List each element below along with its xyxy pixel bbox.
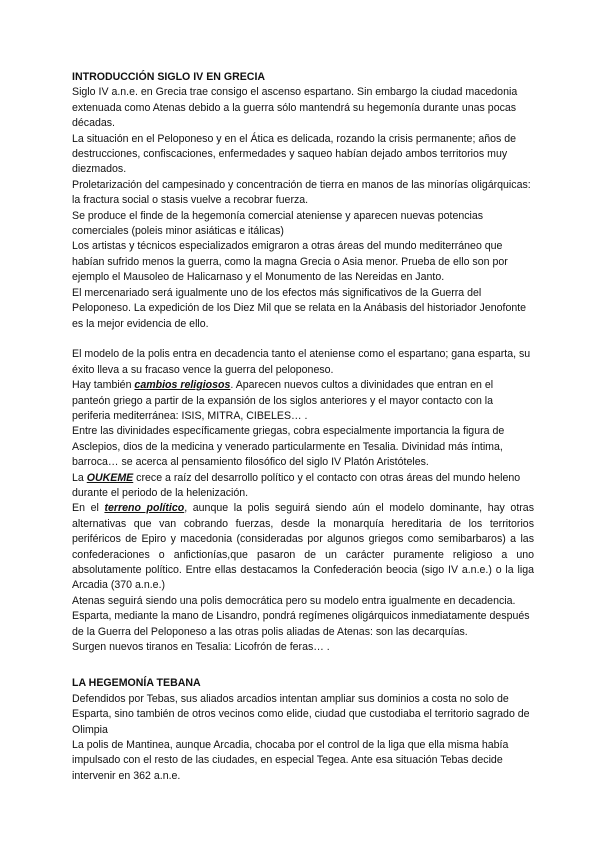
paragraph: Atenas seguirá siendo una polis democrática pero su modelo entra igualmente en decadencia. Esparta, mediante la mano de Lisandro, pondrá regímenes oligárquicos inmediatamente después de la Guerra del Peloponeso a las otras polis aliadas de Atenas: son las decarquías.: [72, 594, 530, 638]
section-spacer: [72, 655, 534, 676]
text-run: Hay también: [72, 379, 135, 392]
paragraph: El mercenariado será igualmente uno de los efectos más significativos de la Guerra del Peloponeso. La expedición de los Diez Mil que se relata en la Anábasis del historiador Jenofonte es la mejor evidencia de ello.: [72, 286, 527, 330]
text-run: crece a raíz del desarrollo político y el contacto con otras áreas del mundo heleno durante el periodo de la helenización.: [72, 471, 521, 499]
paragraph: La situación en el Peloponeso y en el Ática es delicada, rozando la crisis permanente; años de destrucciones, confiscaciones, enfermedades y saqueo habían dejado ambos territorios muy diezmados.: [72, 132, 517, 176]
paragraph-religion: [72, 378, 534, 424]
paragraph: Surgen nuevos tiranos en Tesalia: Licofrón de feras… .: [72, 641, 330, 654]
paragraph-political: [72, 501, 534, 593]
paragraph: Los artistas y técnicos especializados emigraron a otras áreas del mundo mediterráneo que habían sufrido menos la guerra, como la magna Grecia o Asia menor. Prueba de ello son por ejemplo el Mausoleo de Halicarnaso y el Monumento de las Nereidas en Janto.: [72, 240, 508, 284]
section-heading-intro: INTRODUCCIÓN SIGLO IV EN GRECIA: [72, 71, 266, 83]
paragraph: Se produce el finde de la hegemonía comercial ateniense y aparecen nuevas potencias comerciales (poleis minor asiáticas e itálicas): [72, 209, 484, 238]
paragraph-oukeme: [72, 471, 534, 502]
paragraph-spacer: [72, 332, 534, 347]
keyword-oukeme: OUKEME: [86, 471, 134, 484]
section-heading-theban: LA HEGEMONÍA TEBANA: [72, 677, 201, 690]
document-page: [72, 70, 534, 784]
paragraph: Proletarización del campesinado y concentración de tierra en manos de las minorías oligárquicas: la fractura social o stasis vuelve a recobrar fuerza.: [72, 178, 531, 207]
keyword-political-terrain: terreno político: [104, 502, 185, 515]
text-run: , aunque la polis seguirá siendo aún el modelo dominante, hay otras alternativas que van cobrando fuerzas, desde la monarquía hereditaria de los territorios periféricos de Epiro y macedonia (consideradas por algunos griegos como semibarbaros) a las confederaciones o anfictionías,que pasaron de un carácter puramente religioso a uno absolutamente político. Entre ellas destacamos la Confederación beocia (sigo IV a.n.e.) o la liga Arcadia (370 a.n.e.): [72, 502, 534, 592]
paragraph: Siglo IV a.n.e. en Grecia trae consigo el ascenso espartano. Sin embargo la ciudad macedonia extenuada como Atenas debido a la guerra sólo mantendrá su hegemonía durante unas pocas décadas.: [72, 86, 518, 130]
paragraph: Defendidos por Tebas, sus aliados arcadios intentan ampliar sus dominios a costa no solo de Esparta, sino también de otros vecinos como elide, ciudad que custodiaba el territorio sagrado de Olimpia: [72, 692, 530, 736]
paragraph: Entre las divinidades específicamente griegas, cobra especialmente importancia la figura de Asclepios, dios de la medicina y venerado particularmente en Tesalia. Divinidad más íntima, barroca… se acerca al pensamiento filosófico del siglo IV Platón Aristóteles.: [72, 425, 505, 469]
text-run: . Aparecen nuevos cultos a divinidades que entran en el panteón griego a partir de la expansión de los siglos anteriores y el mayor contacto con la periferia mediterránea: ISIS, MITRA, CIBELES… .: [72, 379, 494, 422]
paragraph: El modelo de la polis entra en decadencia tanto el ateniense como el espartano; gana esparta, su éxito lleva a su fracaso vence la guerra del peloponeso.: [72, 348, 531, 376]
text-run: La: [72, 471, 87, 484]
paragraph: La polis de Mantinea, aunque Arcadia, chocaba por el control de la liga que ella misma había impulsado con el resto de las ciudades, en especial Tegea. Ante esa situación Tebas decide intervenir en 362 a.n.e.: [72, 739, 509, 782]
keyword-religious-changes: cambios religiosos: [134, 379, 231, 392]
text-run: En el: [72, 502, 105, 515]
